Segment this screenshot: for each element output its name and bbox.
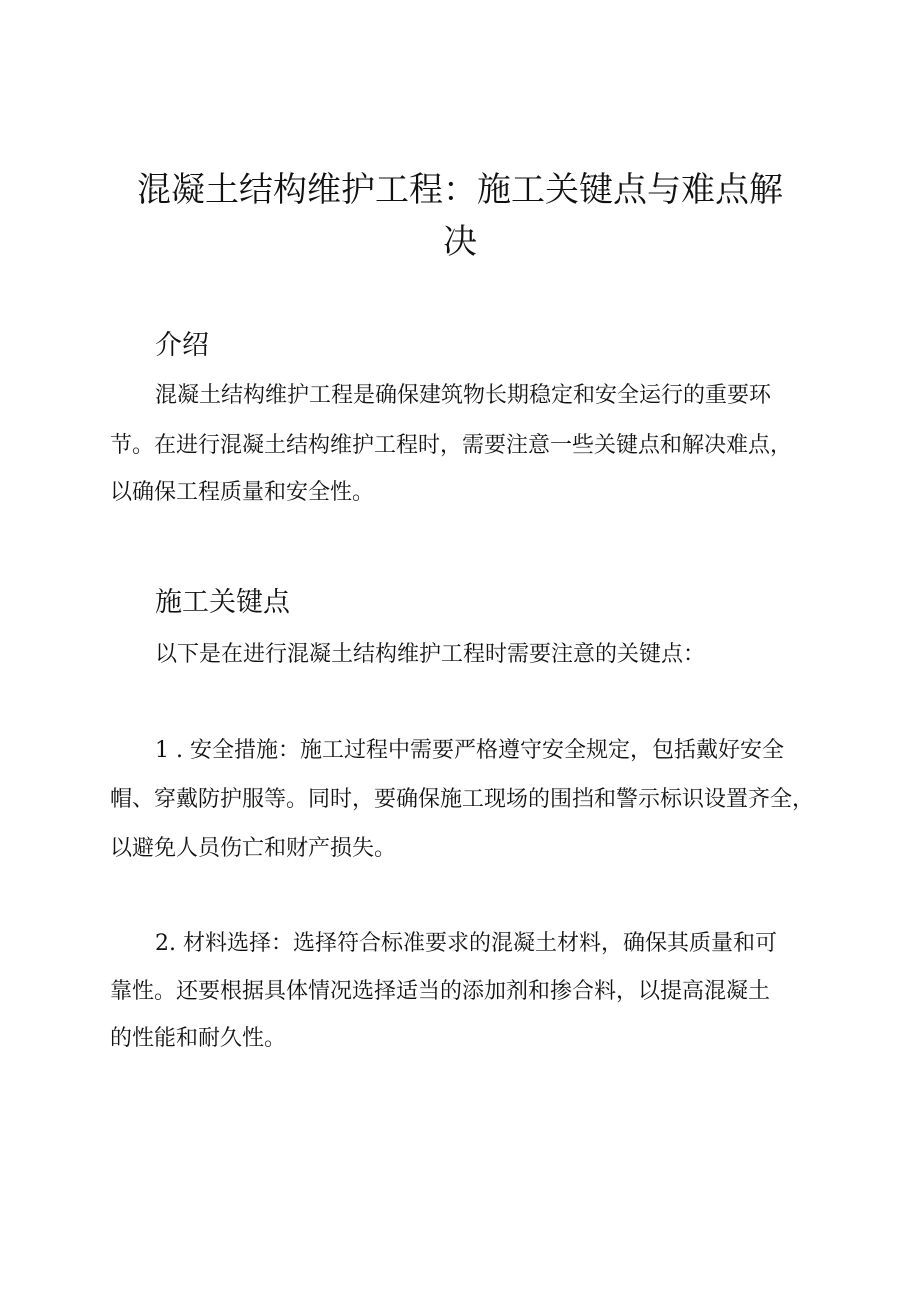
key-point-1-line: 帽、穿戴防护服等。同时，要确保施工现场的围挡和警示标识设置齐全， [110,787,815,812]
key-points-lead: 以下是在进行混凝土结构维护工程时需要注意的关键点： [155,642,706,667]
key-point-1-line: 1 . 安全措施：施工过程中需要严格遵守安全规定，包括戴好安全 [155,738,784,763]
section-heading-key-points: 施工关键点 [155,587,290,618]
key-point-2-line: 的性能和耐久性。 [110,1026,287,1051]
intro-paragraph-line: 节。在进行混凝土结构维护工程时，需要注意一些关键点和解决难点， [110,433,793,458]
document-title-line-1: 混凝土结构维护工程：施工关键点与难点解 [137,170,783,210]
key-point-1-line: 以避免人员伤亡和财产损失。 [110,836,397,861]
section-heading-intro: 介绍 [155,330,209,361]
intro-paragraph-line: 混凝土结构维护工程是确保建筑物长期稳定和安全运行的重要环 [155,383,772,408]
key-point-2-line: 2. 材料选择：选择符合标准要求的混凝土材料，确保其质量和可 [155,931,777,956]
document-title-line-2: 决 [443,222,477,262]
key-point-2-line: 靠性。还要根据具体情况选择适当的添加剂和掺合料，以提高混凝土 [110,979,771,1004]
intro-paragraph-line: 以确保工程质量和安全性。 [110,480,375,505]
